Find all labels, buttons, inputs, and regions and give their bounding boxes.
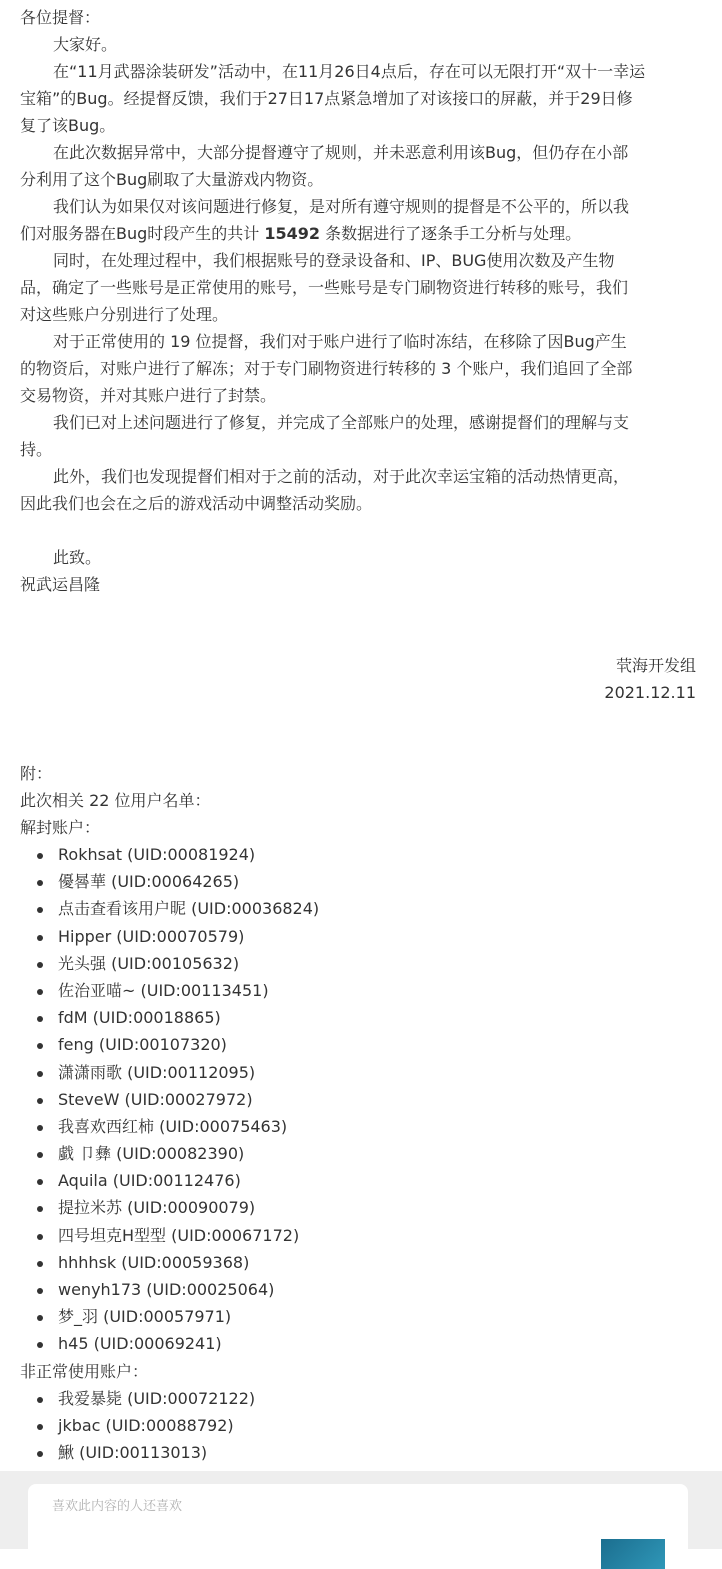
unlocked-accounts-list <box>20 841 702 1358</box>
wish: 祝武运昌隆 <box>20 575 101 594</box>
paragraph-bug-description: 在“11月武器涂装研发”活动中，在11月26日4点后，存在可以无限打开“双十一幸运 宝箱”的Bug。经提督反馈，我们于27日17点紧急增加了对该接口的屏蔽，并于29日修 复了该Bug。 <box>20 62 646 135</box>
list-item: Aquila (UID:00112476) <box>58 1167 702 1194</box>
paragraph-fix-complete: 我们已对上述问题进行了修复，并完成了全部账户的处理，感谢提督们的理解与支 持。 <box>20 413 630 459</box>
closing: 此致。 <box>53 548 102 567</box>
list-item: 戱 卩彝 (UID:00082390) <box>58 1140 702 1167</box>
list-item: 鰍 (UID:00113013) <box>58 1439 702 1466</box>
date: 2021.12.11 <box>604 683 696 702</box>
paragraph-reward-adjustment: 此外，我们也发现提督们相对于之前的活动，对于此次幸运宝箱的活动热情更高， 因此我们也会在之后的游戏活动中调整活动奖励。 <box>20 467 630 513</box>
list-item: wenyh173 (UID:00025064) <box>58 1276 702 1303</box>
banned-accounts-list <box>20 1385 702 1467</box>
signature: 茕海开发组 <box>615 656 696 675</box>
article-thumbnail[interactable] <box>601 1539 665 1569</box>
list-item: jkbac (UID:00088792) <box>58 1412 702 1439</box>
list-item: Rokhsat (UID:00081924) <box>58 841 702 868</box>
list-item: h45 (UID:00069241) <box>58 1330 702 1357</box>
appendix-summary: 此次相关 22 位用户名单： <box>20 791 211 810</box>
list-item: SteveW (UID:00027972) <box>58 1086 702 1113</box>
recommendation-section <box>0 1471 722 1549</box>
banned-accounts-label: 非正常使用账户： <box>20 1361 149 1381</box>
list-item: feng (UID:00107320) <box>58 1031 702 1058</box>
paragraph-manual-analysis: 我们认为如果仅对该问题进行修复，是对所有遵守规则的提督是不公平的，所以我 们对服务器在Bug时段产生的共计 15492 条数据进行了逐条手工分析与处理。 <box>20 197 630 243</box>
list-item: fdM (UID:00018865) <box>58 1004 702 1031</box>
salutation: 各位提督： <box>20 8 101 27</box>
greeting: 大家好。 <box>53 35 118 54</box>
article-body <box>20 4 702 1466</box>
list-item: 佐治亚喵~ (UID:00113451) <box>58 977 702 1004</box>
paragraph-account-review: 同时，在处理过程中，我们根据账号的登录设备和、IP、BUG使用次数及产生物 品，确定了一些账号是正常使用的账号，一些账号是专门刷物资进行转移的账号，我们 对这些账户分别进行了处理。 <box>20 251 629 324</box>
list-item: 潇潇雨歌 (UID:00112095) <box>58 1059 702 1086</box>
list-item: 提拉米苏 (UID:00090079) <box>58 1194 702 1221</box>
list-item: 梦_羽 (UID:00057971) <box>58 1303 702 1330</box>
list-item: 我爱暴毙 (UID:00072122) <box>58 1385 702 1412</box>
list-item: hhhhsk (UID:00059368) <box>58 1249 702 1276</box>
list-item: 四号坦克H型型 (UID:00067172) <box>58 1222 702 1249</box>
list-item: Hipper (UID:00070579) <box>58 923 702 950</box>
unlocked-accounts-label: 解封账户： <box>20 818 101 837</box>
list-item: 光头强 (UID:00105632) <box>58 950 702 977</box>
record-count: 15492 <box>264 224 321 243</box>
recommendation-card[interactable] <box>28 1484 688 1564</box>
recommendation-label: 喜欢此内容的人还喜欢 <box>52 1499 183 1514</box>
list-item: 点击查看该用户昵 (UID:00036824) <box>58 895 702 922</box>
list-item: 優晷華 (UID:00064265) <box>58 868 702 895</box>
list-item: 我喜欢西红柿 (UID:00075463) <box>58 1113 702 1140</box>
paragraph-account-actions: 对于正常使用的 19 位提督，我们对于账户进行了临时冻结，在移除了因Bug产生 的物资后，对账户进行了解冻；对于专门刷物资进行转移的 3 个账户，我们追回了全部 交易物资，并对其账户进行了封禁。 <box>20 332 633 405</box>
appendix-label: 附： <box>20 764 53 783</box>
paragraph-data-anomaly: 在此次数据异常中，大部分提督遵守了规则，并未恶意利用该Bug，但仍存在小部 分利用了这个Bug刷取了大量游戏内物资。 <box>20 143 629 189</box>
